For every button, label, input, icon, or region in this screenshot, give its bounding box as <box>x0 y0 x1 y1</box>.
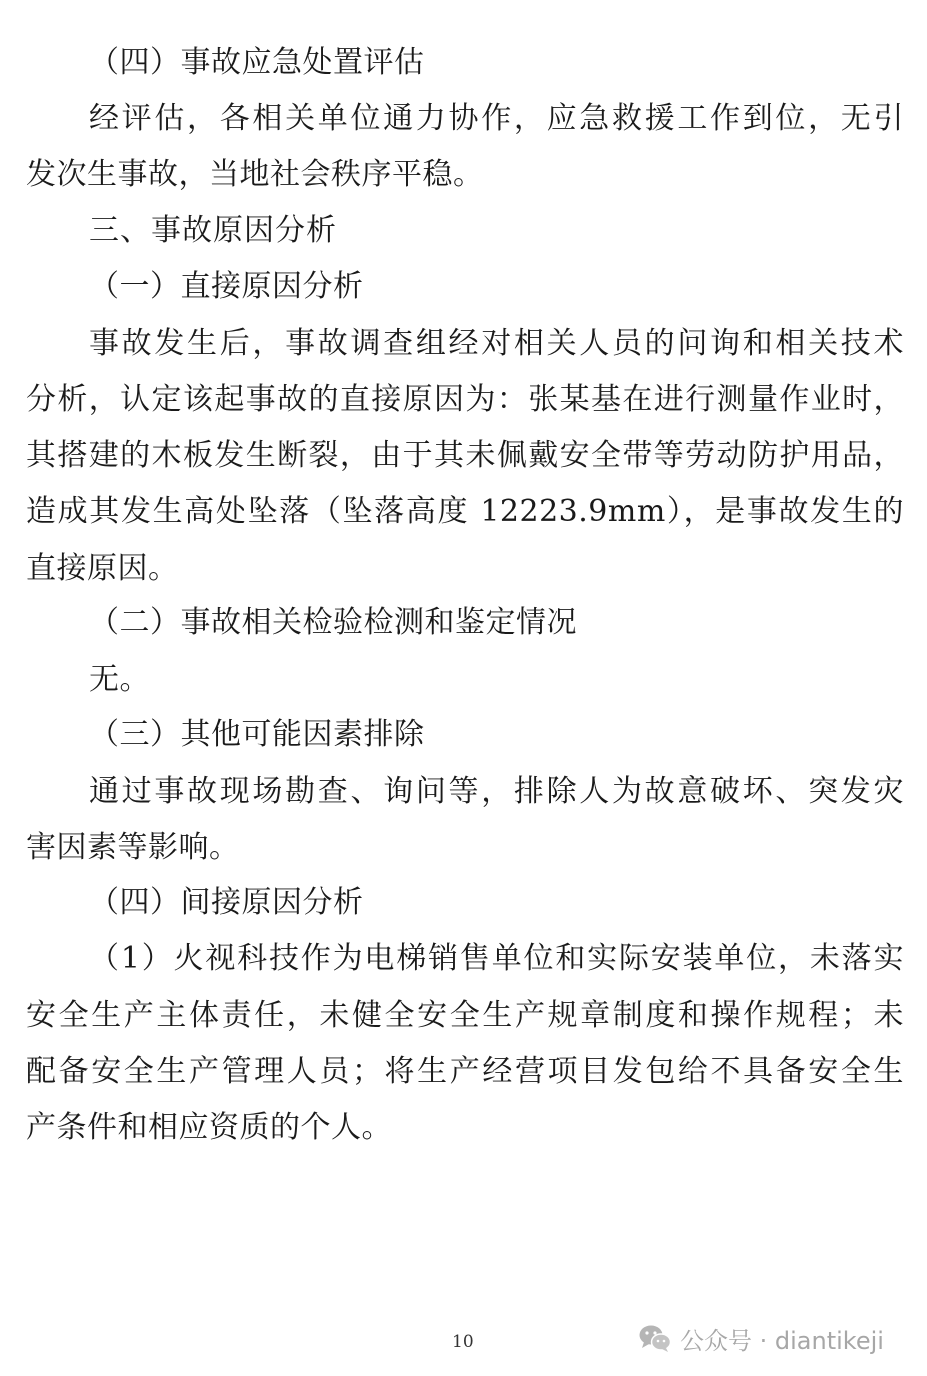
paragraph-line: （1）火视科技作为电梯销售单位和实际安装单位，未落实 <box>89 941 904 976</box>
section-heading-other-factors: （三）其他可能因素排除 <box>89 717 425 752</box>
watermark-text: 公众号 · diantikeji <box>680 1326 884 1355</box>
paragraph-line: 无。 <box>89 662 150 697</box>
paragraph-line: 通过事故现场勘查、询问等，排除人为故意破坏、突发灾 <box>89 774 904 809</box>
section-heading-emergency-evaluation: （四）事故应急处置评估 <box>89 45 425 80</box>
wechat-icon <box>638 1323 672 1353</box>
paragraph-line: 害因素等影响。 <box>26 830 240 865</box>
paragraph-line: 发次生事故，当地社会秩序平稳。 <box>26 157 484 192</box>
chapter-heading-cause-analysis: 三、事故原因分析 <box>89 213 337 248</box>
paragraph-line: 产条件和相应资质的个人。 <box>26 1110 392 1145</box>
paragraph-line: 直接原因。 <box>26 551 179 586</box>
section-heading-direct-cause: （一）直接原因分析 <box>89 269 364 304</box>
watermark <box>638 1318 884 1358</box>
paragraph-line: 经评估，各相关单位通力协作，应急救援工作到位，无引 <box>89 101 904 136</box>
paragraph-line: 其搭建的木板发生断裂，由于其未佩戴安全带等劳动防护用品， <box>26 438 904 473</box>
paragraph-line: 造成其发生高处坠落（坠落高度 12223.9mm），是事故发生的 <box>26 494 904 529</box>
paragraph-line: 安全生产主体责任，未健全安全生产规章制度和操作规程；未 <box>26 998 904 1033</box>
section-heading-indirect-cause: （四）间接原因分析 <box>89 885 364 920</box>
paragraph-line: 事故发生后，事故调查组经对相关人员的问询和相关技术 <box>89 326 904 361</box>
page-number: 10 <box>452 1332 474 1352</box>
paragraph-line: 配备安全生产管理人员；将生产经营项目发包给不具备安全生 <box>26 1054 904 1089</box>
section-heading-inspection: （二）事故相关检验检测和鉴定情况 <box>89 605 577 640</box>
paragraph-line: 分析，认定该起事故的直接原因为：张某基在进行测量作业时， <box>26 382 904 417</box>
